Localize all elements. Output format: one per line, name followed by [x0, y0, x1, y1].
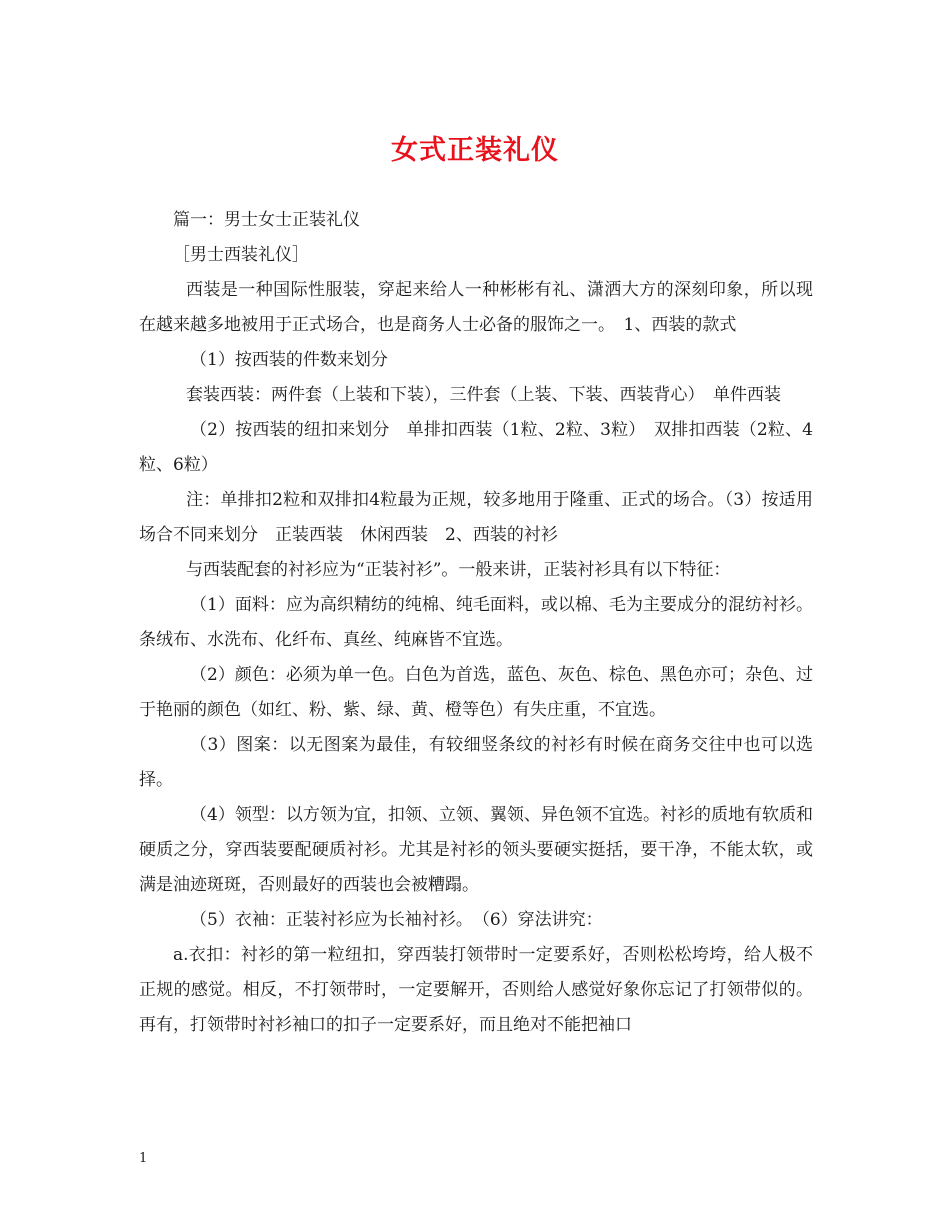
paragraph-subheading: ［男士西装礼仪］: [173, 245, 309, 265]
paragraph: （3）图案：以无图案为最佳，有较细竖条纹的衬衫有时候在商务交往中也可以选择。: [139, 735, 813, 790]
paragraph-section-heading: 篇一：男士女士正装礼仪: [173, 210, 360, 230]
paragraph: （1）按西装的件数来划分: [190, 350, 388, 370]
paragraph: 西装是一种国际性服装，穿起来给人一种彬彬有礼、潇洒大方的深刻印象，所以现在越来越多地被用于正式场合，也是商务人士必备的服饰之一。 1、西装的款式: [139, 280, 813, 335]
page-number: 1: [139, 1151, 148, 1166]
paragraph: （4）领型：以方领为宜，扣领、立领、翼领、异色领不宜选。衬衫的质地有软质和硬质之分，穿西装要配硬质衬衫。尤其是衬衫的领头要硬实挺括，要干净，不能太软，或满是油迹斑斑，否则最好的西装也会被糟蹋。: [139, 805, 813, 895]
paragraph: 套装西装：两件套（上装和下装），三件套（上装、下装、西装背心） 单件西装: [186, 385, 781, 405]
paragraph: （1）面料：应为高织精纺的纯棉、纯毛面料，或以棉、毛为主要成分的混纺衬衫。条绒布、水洗布、化纤布、真丝、纯麻皆不宜选。: [139, 595, 813, 650]
document-body: [139, 203, 813, 1043]
paragraph: 与西装配套的衬衫应为“正装衬衫”。一般来讲，正装衬衫具有以下特征：: [186, 560, 731, 580]
paragraph: （2）按西装的纽扣来划分 单排扣西装（1粒、2粒、3粒） 双排扣西装（2粒、4粒、6粒）: [139, 420, 813, 475]
document-title: 女式正装礼仪: [391, 135, 559, 166]
paragraph: （2）颜色：必须为单一色。白色为首选，蓝色、灰色、棕色、黑色亦可；杂色、过于艳丽的颜色（如红、粉、紫、绿、黄、橙等色）有失庄重，不宜选。: [139, 665, 813, 720]
paragraph: （5）衣袖：正装衬衫应为长袖衬衫。 （6）穿法讲究：: [190, 910, 603, 930]
paragraph: 注：单排扣2粒和双排扣4粒最为正规，较多地用于隆重、正式的场合。（3）按适用场合不同来划分 正装西装 休闲西装 2、西装的衬衫: [139, 490, 813, 545]
paragraph: a.衣扣：衬衫的第一粒纽扣，穿西装打领带时一定要系好，否则松松垮垮，给人极不正规的感觉。相反，不打领带时，一定要解开，否则给人感觉好象你忘记了打领带似的。再有，打领带时衬衫袖口的扣子一定要系好，而且绝对不能把袖口: [139, 945, 813, 1035]
